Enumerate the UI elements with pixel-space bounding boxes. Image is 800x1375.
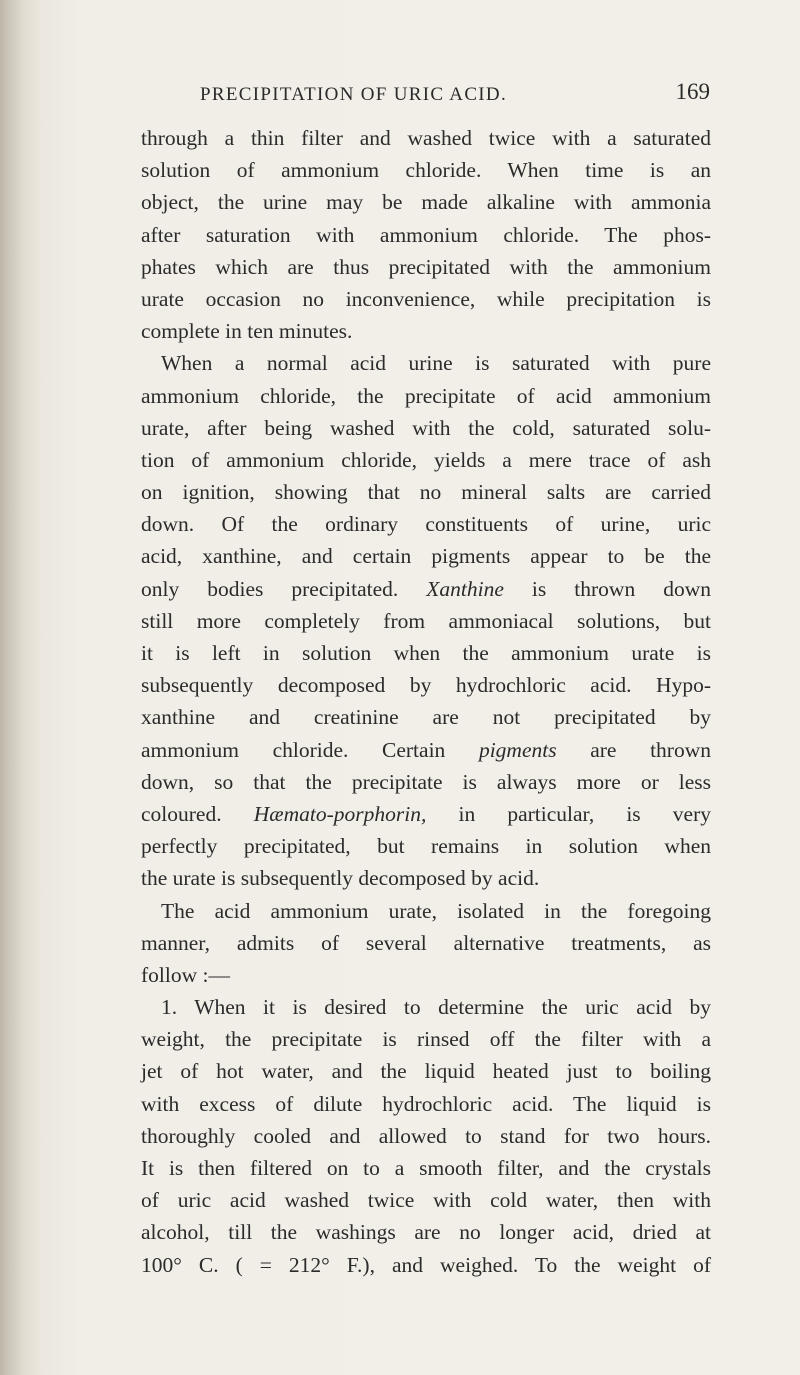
page-header: [140, 76, 710, 116]
text-line: it is left in solution when the ammonium urate is: [141, 641, 711, 665]
italic-term: Hæmato-porphorin,: [253, 801, 427, 826]
text-line: When a normal acid urine is saturated with pure: [161, 351, 711, 376]
text-line: acid, xanthine, and certain pigments appear to be the: [141, 544, 711, 569]
text-line: manner, admits of several alternative treatments, as: [141, 930, 711, 955]
text-line: 1. When it is desired to determine the uric acid by: [161, 995, 711, 1020]
text-line: object, the urine may be made alkaline with ammonia: [141, 190, 711, 215]
text-line: alcohol, till the washings are no longer acid, dried at: [141, 1220, 711, 1245]
text-line: after saturation with ammonium chloride. The phos-: [141, 222, 711, 247]
text-line: urate occasion no inconvenience, while precipitation is: [141, 286, 711, 311]
text-line: follow :—: [141, 962, 230, 987]
text-line: ammonium chloride, the precipitate of acid ammonium: [141, 383, 711, 408]
text-line: through a thin filter and washed twice with a saturated: [141, 126, 711, 150]
text-line: down, so that the precipitate is always more or less: [141, 769, 711, 794]
text-line: solution of ammonium chloride. When time is an: [141, 158, 711, 183]
text-line: still more completely from ammoniacal solutions, but: [141, 608, 711, 633]
italic-term: Xanthine: [426, 576, 504, 601]
text-line: perfectly precipitated, but remains in solution when: [141, 834, 711, 859]
text-line: of uric acid washed twice with cold water, then with: [141, 1188, 711, 1213]
italic-term: pigments: [478, 737, 557, 762]
text-line: with excess of dilute hydrochloric acid. The liquid is: [141, 1091, 711, 1116]
text-line: 100° C. ( = 212° F.), and weighed. To the weight of: [141, 1252, 711, 1277]
text-line: weight, the precipitate is rinsed off the filter with a: [141, 1027, 711, 1052]
text-line: It is then filtered on to a smooth filter, and the crystals: [141, 1156, 711, 1180]
text-line: complete in ten minutes.: [141, 319, 353, 344]
text-line: urate, after being washed with the cold, saturated solu-: [141, 415, 711, 440]
text-line: subsequently decomposed by hydrochloric acid. Hypo-: [141, 673, 711, 698]
text-line: coloured. Hæmato-porphorin, in particular, is very: [141, 801, 712, 826]
text-line: tion of ammonium chloride, yields a mere trace of ash: [141, 447, 711, 472]
text-line: phates which are thus precipitated with the ammonium: [141, 254, 711, 279]
text-line: xanthine and creatinine are not precipitated by: [141, 705, 711, 730]
text-line: thoroughly cooled and allowed to stand for two hours.: [141, 1123, 711, 1148]
text-line: down. Of the ordinary constituents of urine, uric: [141, 512, 711, 537]
body-text: [141, 122, 711, 1281]
text-line: The acid ammonium urate, isolated in the foregoing: [161, 898, 711, 923]
text-line: on ignition, showing that no mineral salts are carried: [141, 480, 711, 505]
text-line: jet of hot water, and the liquid heated just to boiling: [141, 1059, 711, 1084]
page-number: 169: [675, 79, 710, 104]
text-line: the urate is subsequently decomposed by acid.: [141, 866, 540, 891]
text-line: only bodies precipitated. Xanthine is thrown down: [141, 576, 711, 601]
text-line: ammonium chloride. Certain pigments are thrown: [141, 737, 711, 762]
running-head: PRECIPITATION OF URIC ACID.: [200, 84, 507, 105]
page-spine-shadow: [0, 0, 22, 1375]
